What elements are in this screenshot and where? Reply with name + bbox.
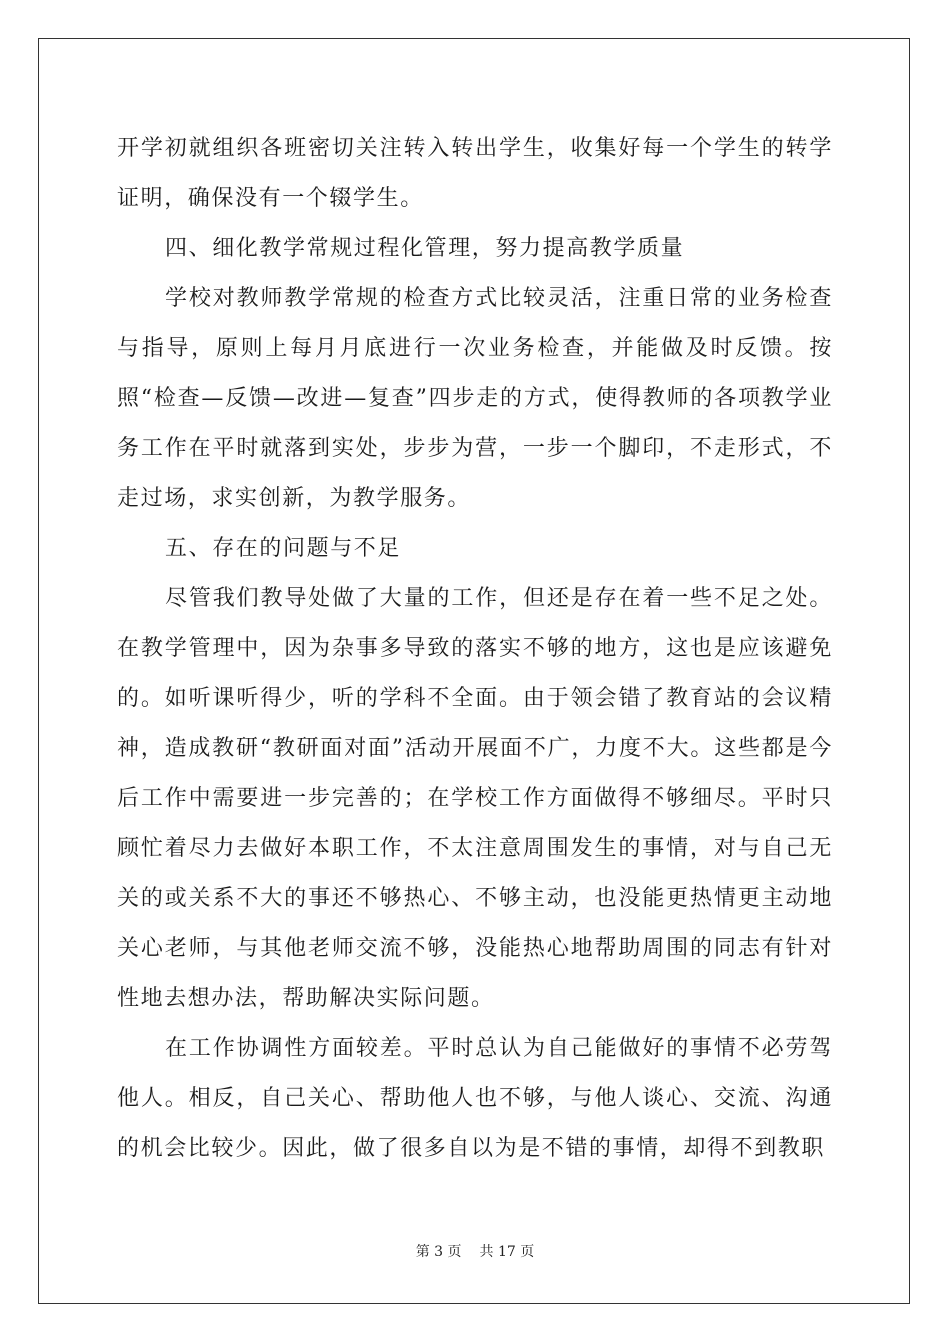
section-heading-5: 五、存在的问题与不足 — [165, 536, 402, 561]
paragraph-3: 尽管我们教导处做了大量的工作，但还是存在着一些不足之处。在教学管理中，因为杂事多导致的落实不够的地方，这也是应该避免的。如听课听得少，听的学科不全面。由于领会错了教育站的会议精神，造成教研“教研面对面”活动开展面不广，力度不大。这些都是今后工作中需要进一步完善的；在学校工作方面做得不够细尽。平时只顾忙着尽力去做好本职工作，不太注意周围发生的事情，对与自己无关的或关系不大的事还不够热心、不够主动，也没能更热情更主动地关心老师，与其他老师交流不够，没能热心地帮助周围的同志有针对性地去想办法，帮助解决实际问题。 — [117, 586, 833, 1011]
page-footer — [0, 1242, 950, 1262]
paragraph-2: 学校对教师教学常规的检查方式比较灵活，注重日常的业务检查与指导，原则上每月月底进行一次业务检查，并能做及时反馈。按照“检查—反馈—改进—复查”四步走的方式，使得教师的各项教学业务工作在平时就落到实处，步步为营，一步一个脚印，不走形式，不走过场，求实创新，为教学服务。 — [117, 286, 833, 511]
document-body — [117, 124, 833, 1174]
paragraph-1: 开学初就组织各班密切关注转入转出学生，收集好每一个学生的转学证明，确保没有一个辍学生。 — [117, 136, 833, 211]
page-number: 第 3 页 — [415, 1244, 462, 1260]
section-heading-4: 四、细化教学常规过程化管理，努力提高教学质量 — [165, 236, 685, 261]
paragraph-4: 在工作协调性方面较差。平时总认为自己能做好的事情不必劳驾他人。相反，自己关心、帮助他人也不够，与他人谈心、交流、沟通的机会比较少。因此，做了很多自以为是不错的事情，却得不到教职 — [117, 1036, 833, 1161]
page-total: 共 17 页 — [479, 1244, 535, 1260]
